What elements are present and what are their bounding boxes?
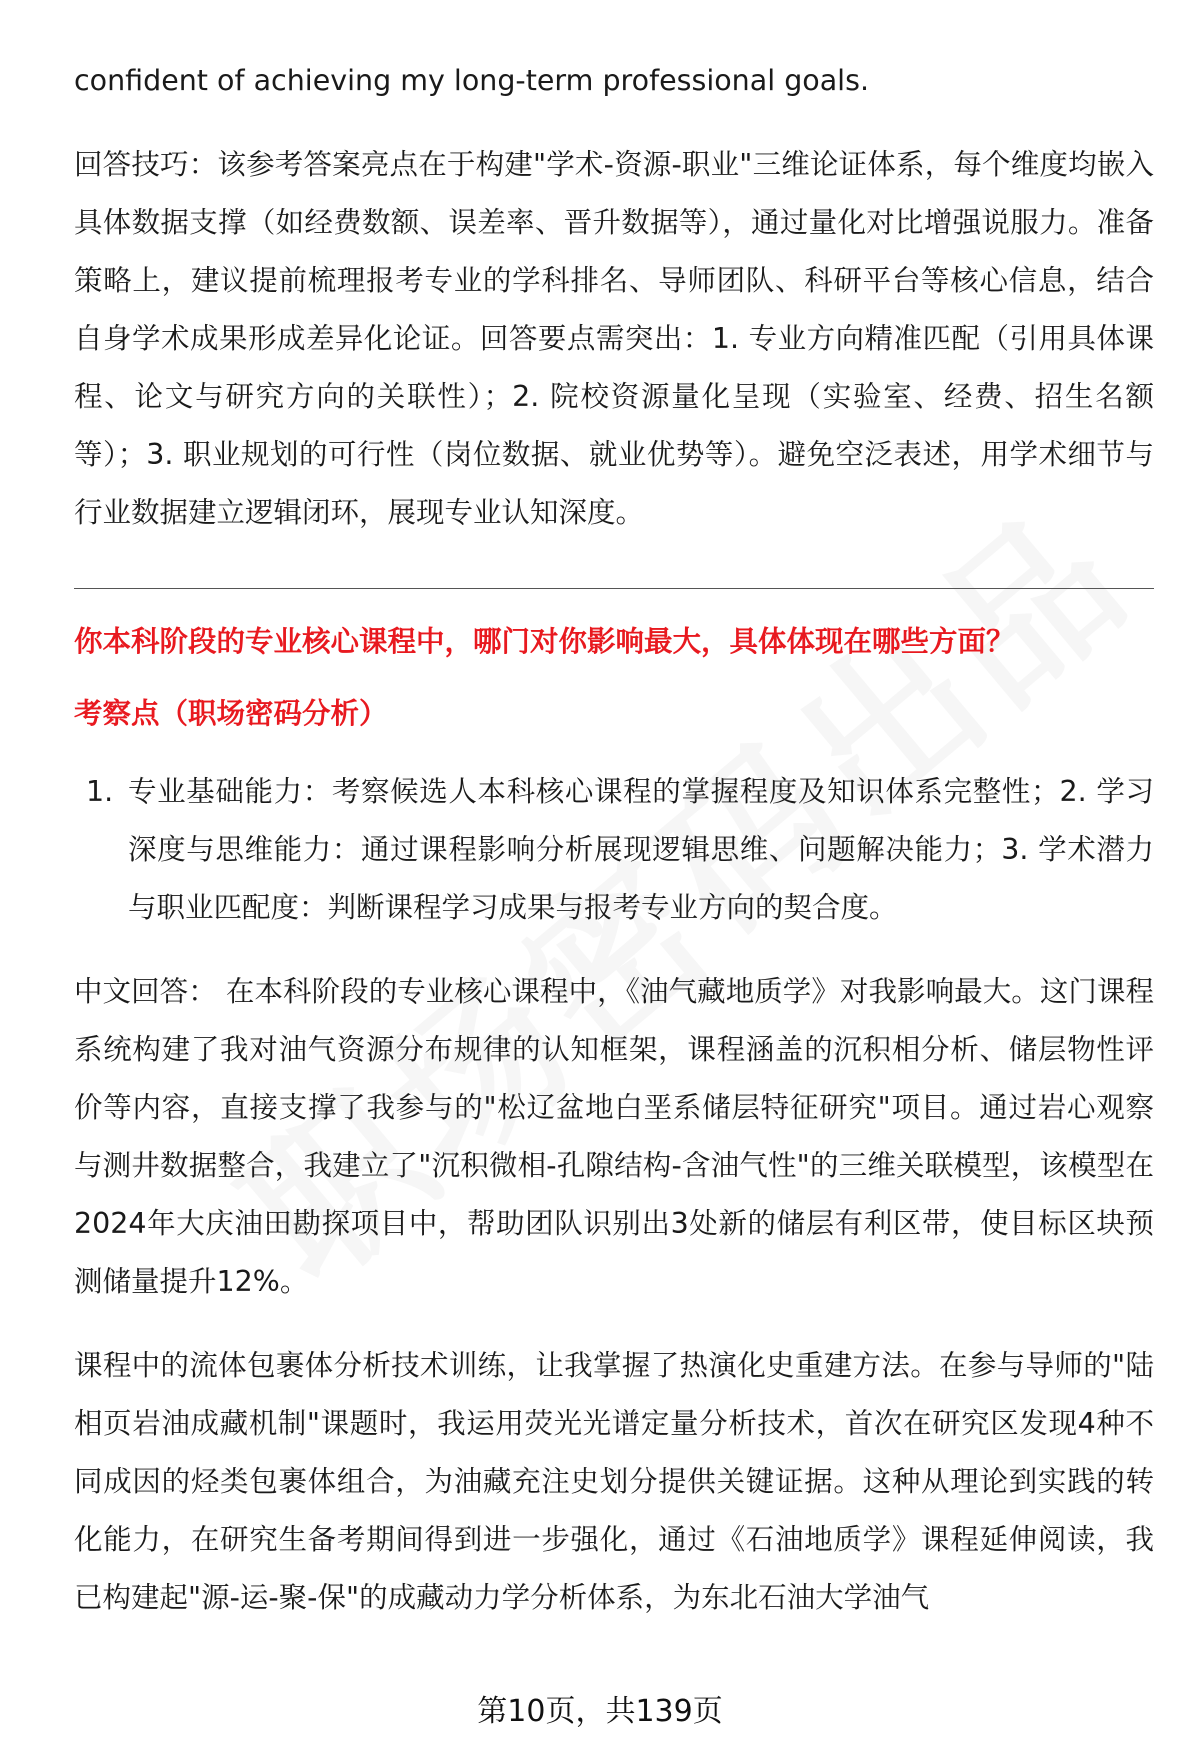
interview-question: 你本科阶段的专业核心课程中，哪门对你影响最大，具体体现在哪些方面？ [74, 625, 1015, 658]
answer-tips-paragraph: 回答技巧：该参考答案亮点在于构建"学术-资源-职业"三维论证体系，每个维度均嵌入具体数据支撑（如经费数额、误差率、晋升数据等），通过量化对比增强说服力。准备策略上，建议提前梳理报考专业的学科排名、导师团队、科研平台等核心信息，结合自身学术成果形成差异化论证。回答要点需突出：1. 专业方向精准匹配（引用具体课程、论文与研究方向的关联性）；2. 院校资源量化呈现（实验室、经费、招生名额等）；3. 职业规划的可行性（岗位数据、就业优势等）。避免空泛表述，用学术细节与行业数据建立逻辑闭环，展现专业认知深度。 [74, 148, 1154, 529]
english-answer-tail: confident of achieving my long-term professional goals. [74, 64, 870, 97]
assessment-point-item [74, 763, 1154, 937]
assessment-points-heading: 考察点（职场密码分析） [74, 697, 388, 730]
chinese-answer-paragraph-2: 课程中的流体包裹体分析技术训练，让我掌握了热演化史重建方法。在参与导师的"陆相页岩油成藏机制"课题时，我运用荧光光谱定量分析技术，首次在研究区发现4种不同成因的烃类包裹体组合，为油藏充注史划分提供关键证据。这种从理论到实践的转化能力，在研究生备考期间得到进一步强化，通过《石油地质学》课程延伸阅读，我已构建起"源-运-聚-保"的成藏动力学分析体系，为东北石油大学油气 [74, 1349, 1154, 1614]
list-number: 1. [86, 775, 114, 808]
assessment-points-list [74, 763, 1154, 937]
document-page [74, 52, 1154, 1627]
chinese-answer-paragraph-1: 中文回答： 在本科阶段的专业核心课程中，《油气藏地质学》对我影响最大。这门课程系统构建了我对油气资源分布规律的认知框架，课程涵盖的沉积相分析、储层物性评价等内容，直接支撑了我参与的"松辽盆地白垩系储层特征研究"项目。通过岩心观察与测井数据整合，我建立了"沉积微相-孔隙结构-含油气性"的三维关联模型，该模型在2024年大庆油田勘探项目中，帮助团队识别出3处新的储层有利区带，使目标区块预测储量提升12%。 [74, 975, 1154, 1298]
assessment-point-text: 专业基础能力：考察候选人本科核心课程的掌握程度及知识体系完整性；2. 学习深度与思维能力：通过课程影响分析展现逻辑思维、问题解决能力；3. 学术潜力与职业匹配度：判断课程学习成果与报考专业方向的契合度。 [128, 775, 1154, 924]
section-divider [74, 588, 1154, 589]
page-number-footer: 第10页，共139页 [477, 1694, 723, 1729]
